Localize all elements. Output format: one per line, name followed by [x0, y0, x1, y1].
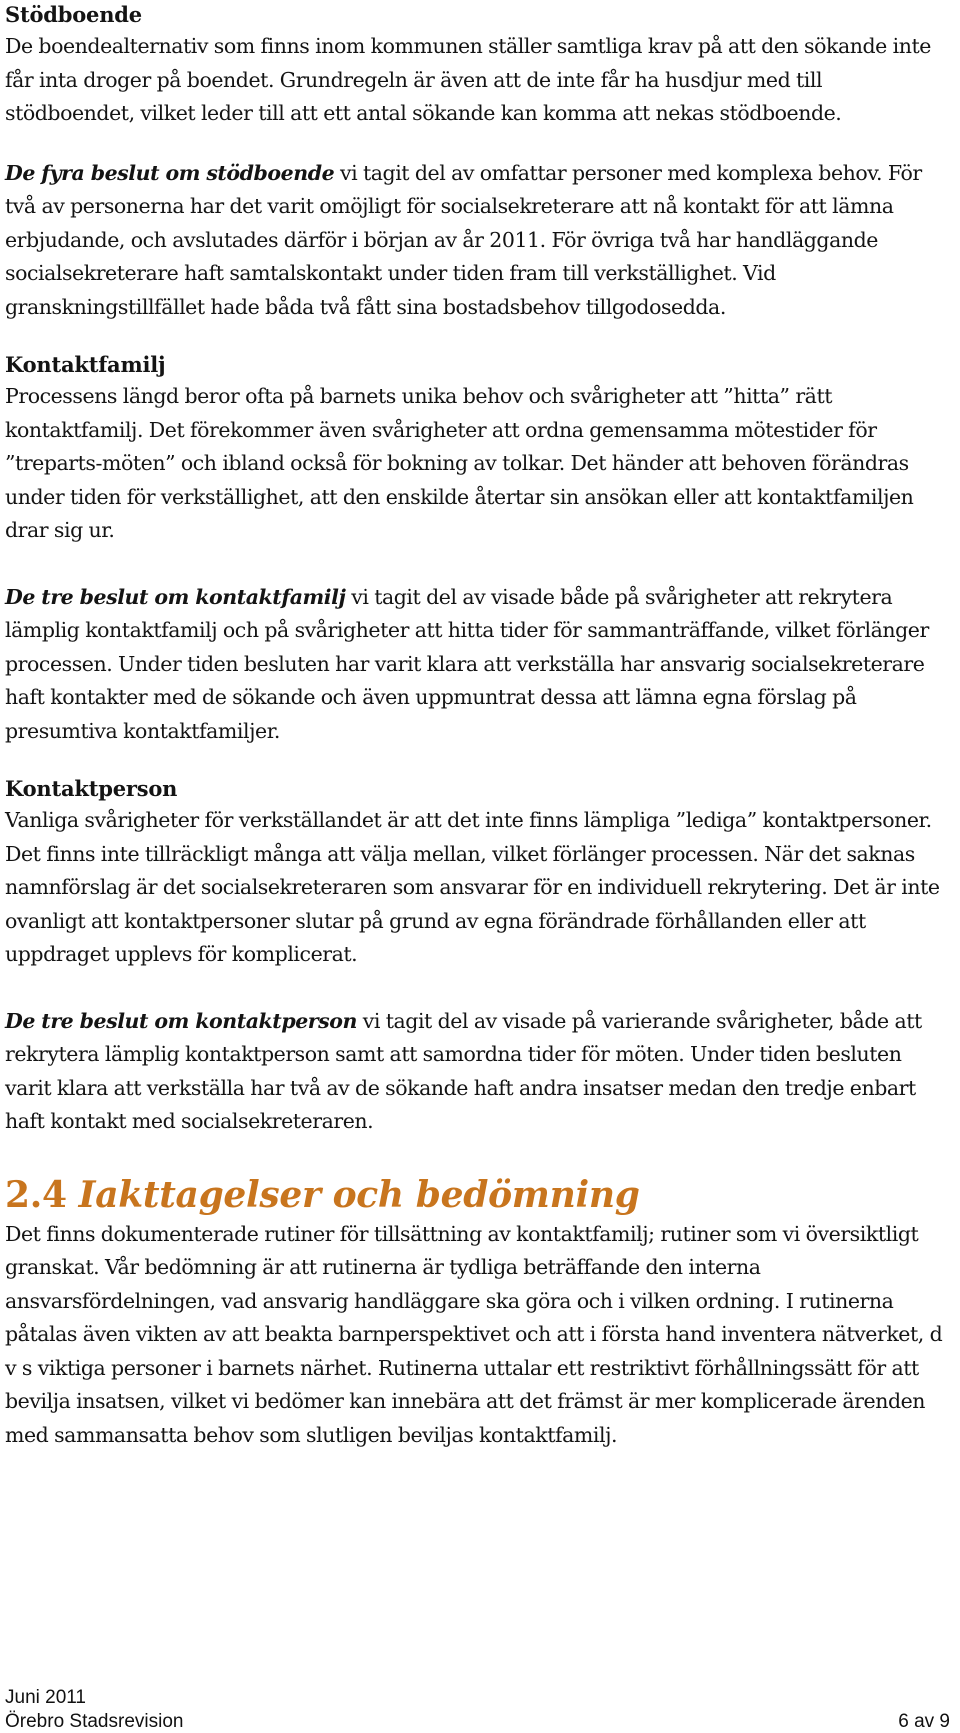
document-page: [5, 0, 950, 1452]
section-heading-kontaktperson: Kontaktperson: [5, 776, 178, 801]
section-heading-stodboende: Stödboende: [5, 2, 142, 27]
lead-kontaktfamilj: De tre beslut om kontaktfamilj: [5, 584, 346, 609]
paragraph-kontaktfamilj-beslut: [5, 581, 950, 749]
section-number: 2.4: [5, 1173, 67, 1216]
lead-stodboende: De fyra beslut om stödboende: [5, 160, 335, 185]
lead-rest-kontaktfamilj: vi tagit del av visade både på svårigheter att rekrytera lämplig kontaktfamilj och på svårigheter att hitta tider för sammanträffande, vilket förlänger processen. Under tiden besluten har varit klara att verkställa har ansvarig socialsekreterare haft kontakter med de sökande och även uppmuntrat dessa att lämna egna förslag på presumtiva kontaktfamiljer.: [5, 584, 929, 743]
section-heading-iakttagelser: [5, 1172, 950, 1218]
paragraph-kontaktperson: Vanliga svårigheter för verkställandet är att det inte finns lämpliga ”lediga” kontaktpersoner. Det finns inte tillräckligt många att välja mellan, vilket förlänger processen. När det saknas namnförslag är det socialsekreteraren som ansvarar för en individuell rekrytering. Det är inte ovanligt att kontaktpersoner slutar på grund av egna förändrade förhållanden eller att uppdraget upplevs för komplicerat.: [5, 808, 940, 966]
paragraph-stodboende: De boendealternativ som finns inom kommunen ställer samtliga krav på att den sökande inte får inta droger på boendet. Grundregeln är även att de inte får ha husdjur med till stödboendet, vilket leder till att ett antal sökande kan komma att nekas stödboende.: [5, 34, 931, 125]
section-heading-kontaktfamilj: Kontaktfamilj: [5, 352, 166, 377]
lead-rest-stodboende: vi tagit del av omfattar personer med komplexa behov. För två av personerna har det varit omöjligt för socialsekreterare att nå kontakt för att lämna erbjudande, och avslutades därför i början av år 2011. För övriga två har handläggande socialsekreterare haft samtalskontakt under tiden fram till verkställighet. Vid granskningstillfället hade båda två fått sina bostadsbehov tillgodosedda.: [5, 160, 922, 319]
page-number: 6 av 9: [898, 1711, 950, 1732]
paragraph-stodboende-beslut: [5, 157, 950, 325]
paragraph-kontaktfamilj: Processens längd beror ofta på barnets unika behov och svårigheter att ”hitta” rätt kontaktfamilj. Det förekommer även svårigheter att ordna gemensamma mötestider för ”treparts-möten” och ibland också för bokning av tolkar. Det händer att behoven förändras under tiden för verkställighet, att den enskilde återtar sin ansökan eller att kontaktfamiljen drar sig ur.: [5, 384, 914, 542]
lead-kontaktperson: De tre beslut om kontaktperson: [5, 1008, 357, 1033]
document-body: [5, 0, 950, 1452]
paragraph-kontaktperson-beslut: [5, 1005, 950, 1139]
lead-rest-kontaktperson: vi tagit del av visade på varierande svårigheter, både att rekrytera lämplig kontaktperson samt att samordna tider för möten. Under tiden besluten varit klara att verkställa har två av de sökande haft andra insatser medan den tredje enbart haft kontakt med socialsekreteraren.: [5, 1008, 922, 1133]
section-title: Iakttagelser och bedömning: [78, 1173, 640, 1216]
footer-date: Juni 2011: [5, 1687, 86, 1708]
footer-org: Örebro Stadsrevision: [5, 1711, 184, 1732]
paragraph-iakttagelser: Det finns dokumenterade rutiner för tillsättning av kontaktfamilj; rutiner som vi översiktligt granskat. Vår bedömning är att rutinerna är tydliga beträffande den interna ansvarsfördelningen, vad ansvarig handläggare ska göra och i vilken ordning. I rutinerna påtalas även vikten av att beakta barnperspektivet och att i första hand inventera nätverket, d v s viktiga personer i barnets närhet. Rutinerna uttalar ett restriktivt förhållningssätt för att bevilja insatsen, vilket vi bedömer kan innebära att det främst är mer komplicerade ärenden med sammansatta behov som slutligen beviljas kontaktfamilj.: [5, 1221, 943, 1447]
